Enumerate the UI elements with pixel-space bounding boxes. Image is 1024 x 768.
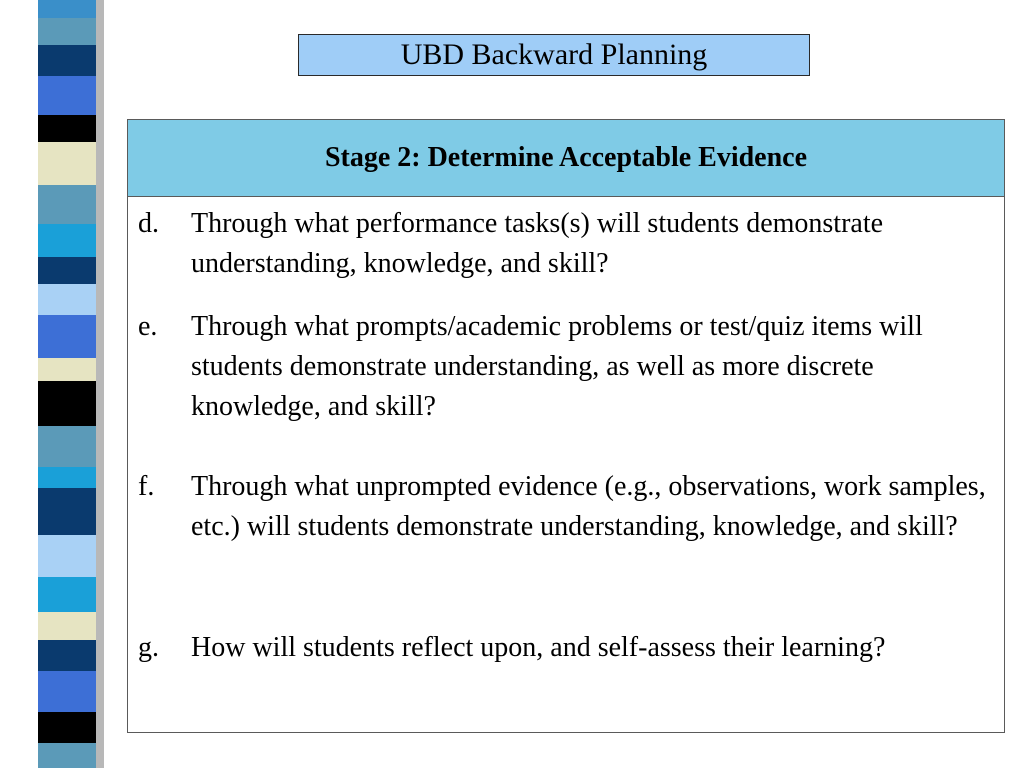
list-item <box>138 307 988 427</box>
stage-table <box>127 119 1005 733</box>
slide-title-text: UBD Backward Planning <box>400 38 708 71</box>
list-item-letter: e. <box>138 311 158 342</box>
stripe-segment <box>38 142 96 185</box>
stripe-segment <box>38 426 96 467</box>
stripe-segment <box>38 577 96 612</box>
stripe-segment <box>38 284 96 315</box>
stripe-segment <box>38 45 96 76</box>
stripe-segment <box>38 18 96 45</box>
stripe-segment <box>38 115 96 142</box>
stripe-segment <box>38 224 96 257</box>
list-item-letter: f. <box>138 471 155 502</box>
stripe-segment <box>38 467 96 488</box>
list-item-letter: d. <box>138 208 159 239</box>
list-item <box>138 628 988 668</box>
stripe-segment <box>38 535 96 578</box>
list-item-text: Through what unprompted evidence (e.g., observations, work samples, etc.) will students demonstrate understanding, knowledge, and skill? <box>191 471 986 542</box>
stripe-segment <box>38 0 96 18</box>
stripe-segment <box>38 671 96 712</box>
stripe-segment <box>38 185 96 224</box>
stripe-segment <box>38 712 96 743</box>
list-item <box>138 467 988 547</box>
list-item-text: Through what prompts/academic problems or test/quiz items will students demonstrate understanding, as well as more discrete knowledge, and skill? <box>191 311 923 422</box>
stripe-segment <box>38 315 96 358</box>
decorative-stripe-bar <box>38 0 96 768</box>
stripe-segment <box>38 358 96 381</box>
stripe-segment <box>38 257 96 284</box>
stage-header-text: Stage 2: Determine Acceptable Evidence <box>324 142 808 173</box>
stripe-segment <box>38 488 96 535</box>
stripe-segment <box>38 640 96 671</box>
stripe-segment <box>38 76 96 115</box>
list-item-letter: g. <box>138 632 159 663</box>
list-item-text: Through what performance tasks(s) will students demonstrate understanding, knowledge, and skill? <box>191 208 884 279</box>
stripe-segment <box>38 381 96 426</box>
stripe-segment <box>38 743 96 768</box>
stripe-segment <box>38 612 96 639</box>
list-item <box>138 204 988 284</box>
slide-title <box>298 34 810 76</box>
stage-header <box>128 120 1004 197</box>
list-item-text: How will students reflect upon, and self-assess their learning? <box>191 632 886 663</box>
